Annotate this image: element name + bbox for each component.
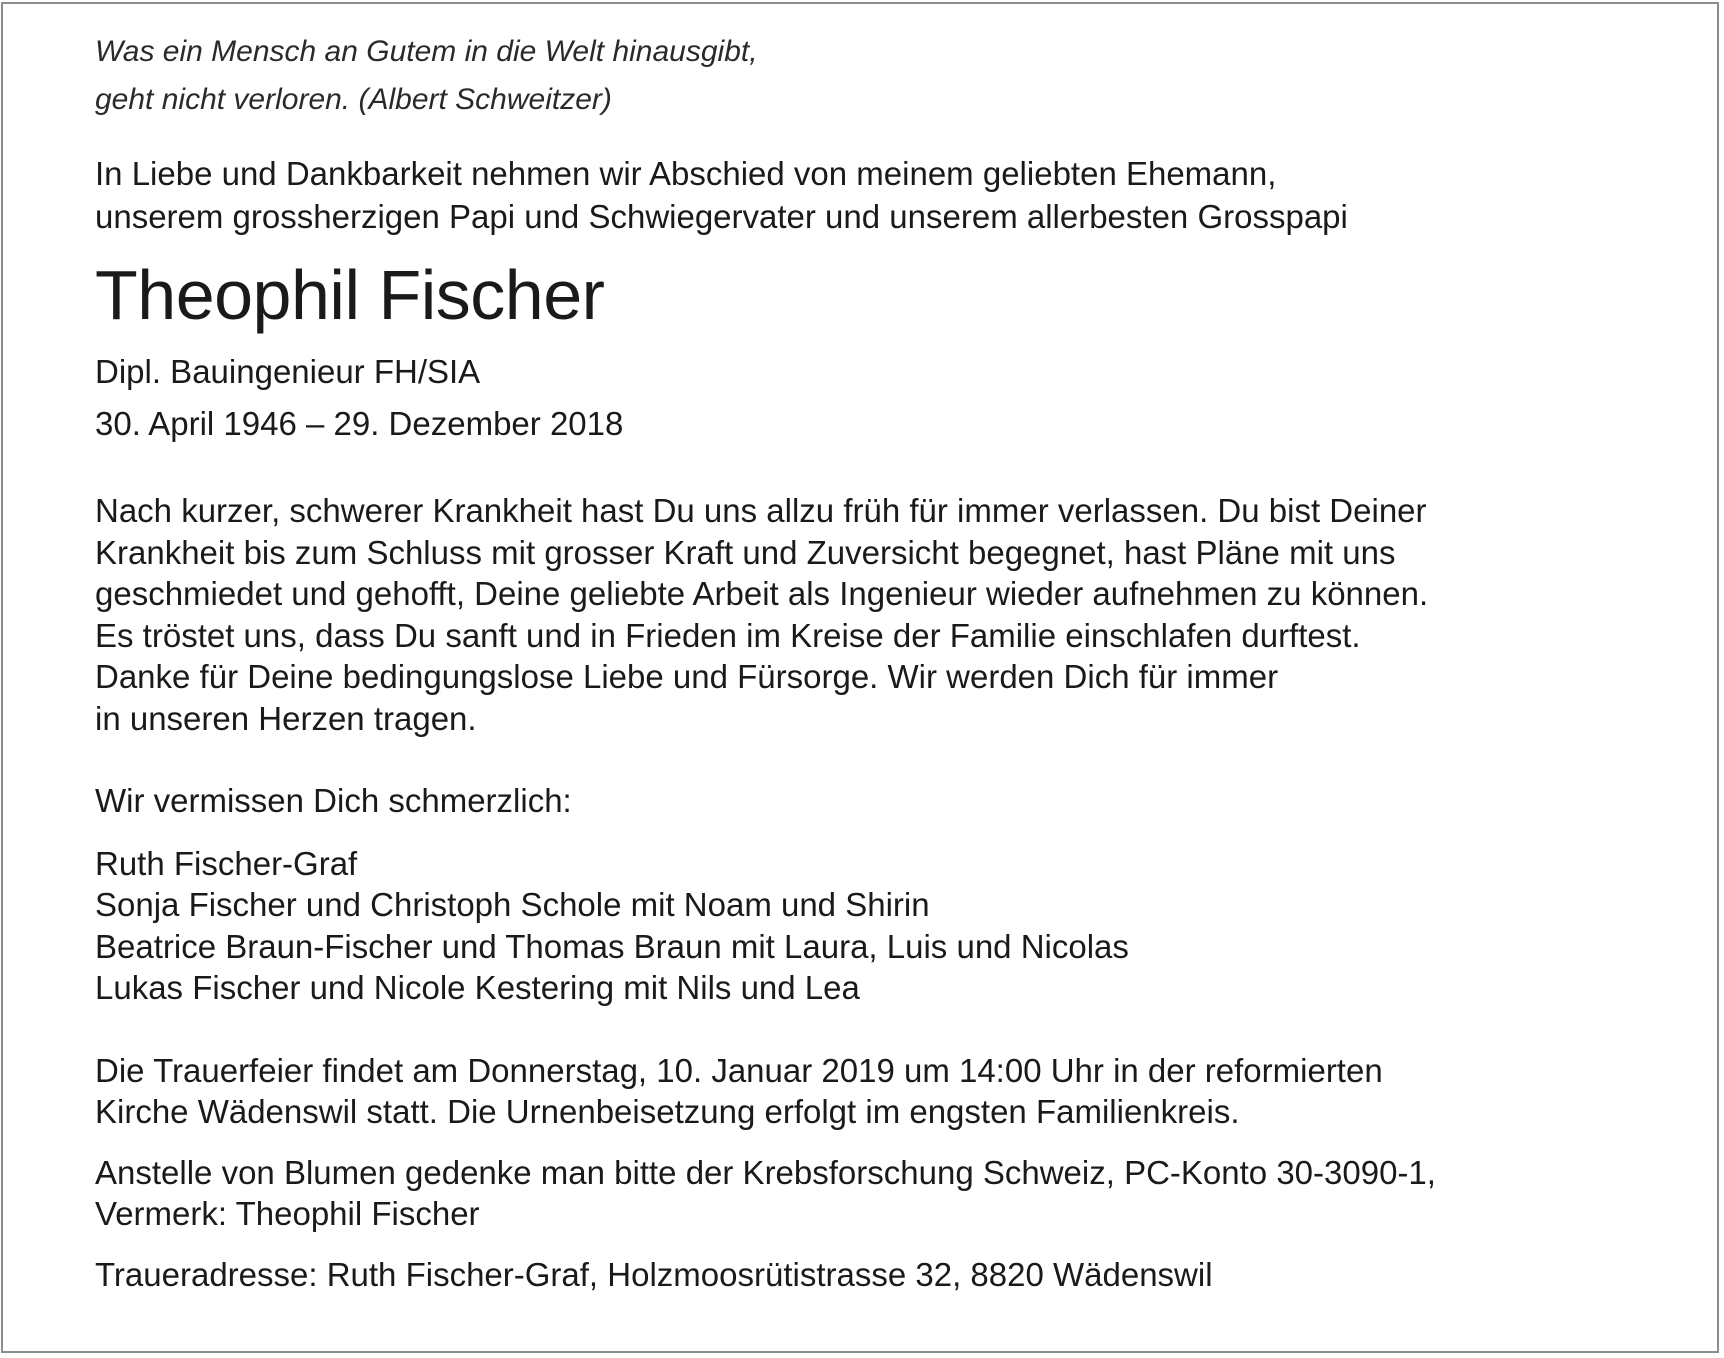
mourner-entry: Sonja Fischer und Christoph Schole mit Noam und Shirin [95,886,930,923]
deceased-details [95,346,1655,450]
mourners-heading: Wir vermissen Dich schmerzlich: [95,782,572,819]
message-line: Krankheit bis zum Schluss mit grosser Kraft und Zuversicht begegnet, hast Pläne mit uns [95,533,1396,571]
mourners-list [95,843,1655,1009]
message-line: in unseren Herzen tragen. [95,699,477,737]
farewell-intro [95,152,1655,238]
ceremony-info [95,1050,1655,1133]
ceremony-line: Kirche Wädenswil statt. Die Urnenbeisetzung erfolgt im engsten Familienkreis. [95,1093,1240,1130]
ceremony-line: Die Trauerfeier findet am Donnerstag, 10. Januar 2019 um 14:00 Uhr in der reformierten [95,1051,1383,1089]
mourner-entry: Lukas Fischer und Nicole Kestering mit Nils und Lea [95,969,860,1006]
intro-line: unserem grossherzigen Papi und Schwiegervater und unserem allerbesten Grosspapi [95,198,1348,235]
mourner-entry: Beatrice Braun-Fischer und Thomas Braun mit Laura, Luis und Nicolas [95,927,1129,965]
mourner-entry: Ruth Fischer-Graf [95,844,358,882]
quote-line: Was ein Mensch an Gutem in die Welt hinausgibt, [95,35,758,68]
epigraph-quote [95,28,1655,124]
donation-line: Vermerk: Theophil Fischer [95,1195,480,1232]
message-line: Danke für Deine bedingungslose Liebe und Fürsorge. Wir werden Dich für immer [95,658,1279,695]
message-line: Es tröstet uns, dass Du sanft und in Frieden im Kreise der Familie einschlafen durftest. [95,616,1361,654]
donation-line: Anstelle von Blumen gedenke man bitte der Krebsforschung Schweiz, PC-Konto 30-3090-1, [95,1153,1436,1191]
quote-line: geht nicht verloren. (Albert Schweitzer) [95,83,612,116]
deceased-name: Theophil Fischer [95,256,605,334]
farewell-message [95,490,1655,739]
donation-info [95,1152,1655,1235]
life-dates: 30. April 1946 – 29. Dezember 2018 [95,405,624,442]
obituary-notice [95,28,1655,1295]
message-line: Nach kurzer, schwerer Krankheit hast Du uns allzu früh für immer verlassen. Du bist Deiner [95,492,1427,529]
intro-line: In Liebe und Dankbarkeit nehmen wir Abschied von meinem geliebten Ehemann, [95,155,1277,192]
mourning-address: Traueradresse: Ruth Fischer-Graf, Holzmoosrütistrasse 32, 8820 Wädenswil [95,1255,1213,1293]
message-line: geschmiedet und gehofft, Deine geliebte Arbeit als Ingenieur wieder aufnehmen zu können. [95,575,1429,612]
deceased-title: Dipl. Bauingenieur FH/SIA [95,353,481,390]
